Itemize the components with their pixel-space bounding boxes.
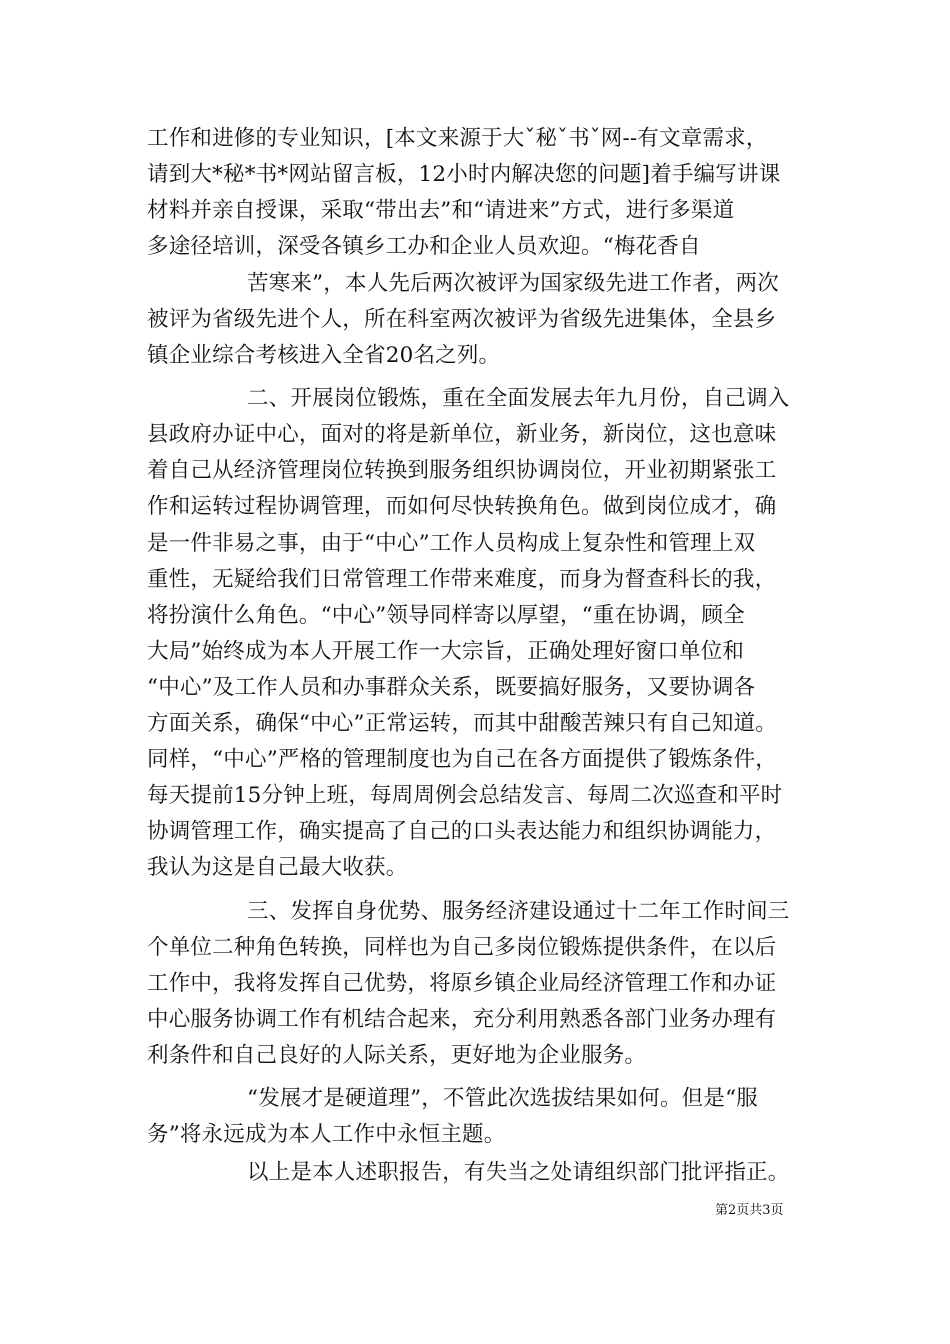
text-line-10: 着自己从经济管理岗位转换到服务组织协调岗位，开业初期紧张工 xyxy=(147,458,777,483)
text-line-17: 方面关系，确保“中心”正常运转，而其中甜酸苦辣只有自己知道。 xyxy=(147,711,777,736)
paragraph-2-line-1: 二、开展岗位锻炼，重在全面发展去年九月份，自己调入 xyxy=(247,386,790,411)
text-line-14: 将扮演什么角色。“中心”领导同样寄以厚望，“重在协调，顾全 xyxy=(147,603,745,628)
text-line-25: 中心服务协调工作有机结合起来，充分利用熟悉各部门业务办理有 xyxy=(147,1007,777,1032)
text-line-23: 个单位二种角色转换，同样也为自己多岗位锻炼提供条件，在以后 xyxy=(147,935,777,960)
closing-line: 以上是本人述职报告，有失当之处请组织部门批评指正。 xyxy=(247,1160,790,1185)
text-line-21: 我认为这是自己最大收获。 xyxy=(147,855,408,880)
text-line-4: 多途径培训，深受各镇乡工办和企业人员欢迎。“梅花香自 xyxy=(147,234,701,259)
text-line-26: 利条件和自己良好的人际关系，更好地为企业服务。 xyxy=(147,1043,647,1068)
text-line-5: 苦寒来”，本人先后两次被评为国家级先进工作者，两次 xyxy=(247,271,779,296)
page-footer: 第2页共3页 xyxy=(715,1203,784,1218)
text-line-12: 是一件非易之事，由于“中心”工作人员构成上复杂性和管理上双 xyxy=(147,531,756,556)
text-line-28: 务”将永远成为本人工作中永恒主题。 xyxy=(147,1122,506,1147)
text-line-6: 被评为省级先进个人，所在科室两次被评为省级先进集体，全县乡 xyxy=(147,307,777,332)
text-line-20: 协调管理工作，确实提高了自己的口头表达能力和组织协调能力， xyxy=(147,819,777,844)
text-line-2: 请到大*秘*书*网站留言板，12小时内解决您的问题]着手编写讲课 xyxy=(147,162,781,187)
paragraph-3-line-1: 三、发挥自身优势、服务经济建设通过十二年工作时间三 xyxy=(247,899,790,924)
text-line-3: 材料并亲自授课，采取“带出去”和“请进来”方式，进行多渠道 xyxy=(147,198,735,223)
text-line-19: 每天提前15分钟上班，每周周例会总结发言、每周二次巡查和平时 xyxy=(147,783,783,808)
text-line-16: “中心”及工作人员和办事群众关系，既要搞好服务，又要协调各 xyxy=(147,675,756,700)
paragraph-4-line-1: “发展才是硬道理”，不管此次选拔结果如何。但是“服 xyxy=(247,1086,758,1111)
text-line-15: 大局”始终成为本人开展工作一大宗旨，正确处理好窗口单位和 xyxy=(147,639,745,664)
text-line-24: 工作中，我将发挥自己优势，将原乡镇企业局经济管理工作和办证 xyxy=(147,971,777,996)
text-line-13: 重性，无疑给我们日常管理工作带来难度，而身为督查科长的我， xyxy=(147,567,777,592)
text-line-11: 作和运转过程协调管理，而如何尽快转换角色。做到岗位成才，确 xyxy=(147,494,777,519)
text-line-7: 镇企业综合考核进入全省20名之列。 xyxy=(147,343,501,368)
text-line-18: 同样，“中心”严格的管理制度也为自己在各方面提供了锻炼条件， xyxy=(147,747,777,772)
text-line-1: 工作和进修的专业知识，[本文来源于大ˇ秘ˇ书ˇ网--有文章需求， xyxy=(147,126,768,151)
text-line-9: 县政府办证中心，面对的将是新单位，新业务，新岗位，这也意味 xyxy=(147,422,777,447)
